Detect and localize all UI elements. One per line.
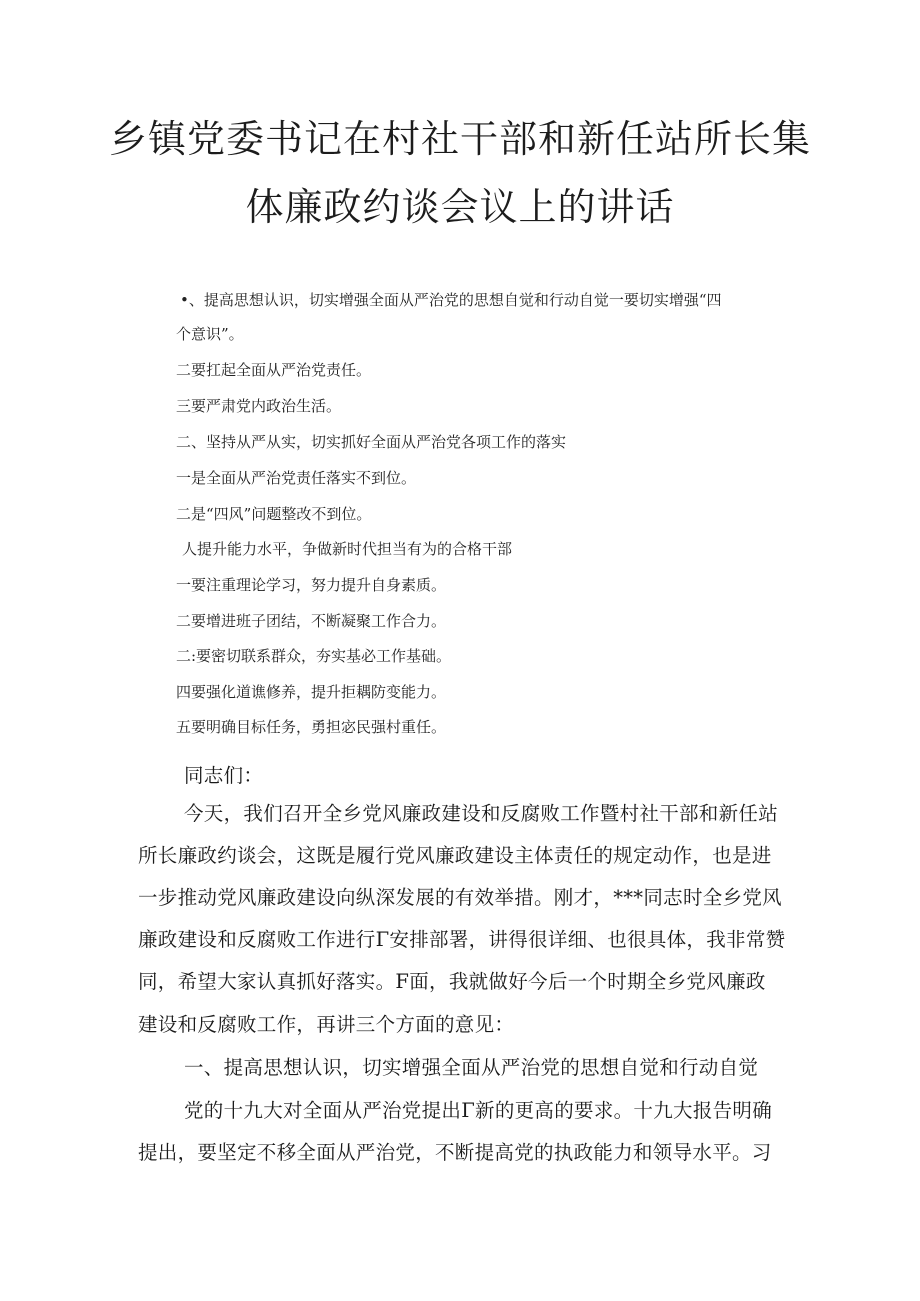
outline-item: 二要增进班子团结，不断凝聚工作合力。 (176, 612, 447, 630)
outline-item: 人提升能力水平，争做新时代担当有为的合格干部 (182, 540, 513, 558)
outline-item: 一是全面从严治党责任落实不到位。 (176, 469, 417, 487)
outline-item: 三要严肃党内政治生活。 (176, 397, 342, 415)
paragraph-line: 建设和反腐败工作，再讲三个方面的意见： (138, 1013, 515, 1036)
document-title-line-1: 乡镇党委书记在村社干部和新任站所长集 (108, 117, 811, 161)
outline-item: 二、坚持从严从实，切实抓好全面从严治党各项工作的落实 (176, 433, 567, 451)
paragraph-line: 提出，要坚定不移全面从严治党，不断提高党的执政能力和领导水平。习 (138, 1141, 772, 1164)
document-title-line-2: 体廉政约谈会议上的讲话 (245, 185, 675, 229)
paragraph-line: 一步推动党风廉政建设向纵深发展的有效举措。刚才，***同志时全乡党风 (138, 886, 782, 909)
outline-item: 五要明确目标任务，勇担宓民强村重任。 (176, 718, 447, 736)
paragraph-line: 党的十九大对全面从严治党提出Γ新的更高的要求。十九大报告明确 (184, 1099, 773, 1122)
outline-item: 二是“四风”问题整改不到位。 (176, 505, 372, 523)
outline-item: 一要注重理论学习，努力提升自身素质。 (176, 576, 447, 594)
paragraph-line: 今天，我们召开全乡党风廉政建设和反腐败工作暨村社干部和新任站 (184, 802, 779, 825)
paragraph-line: 同，希望大家认真抓好落实。F面，我就做好今后一个时期全乡党风廉政 (138, 970, 766, 993)
outline-item: 二:要密切联系群众，夯实基必工作基础。 (176, 647, 452, 665)
outline-item: 个意识”。 (176, 325, 244, 343)
outline-item: 二要扛起全面从严治党责任。 (176, 361, 372, 379)
salutation: 同志们： (184, 764, 264, 787)
outline-item: 四要强化道谯修养，提升拒耦防变能力。 (176, 683, 447, 701)
outline-item: •、提高思想认识，切实增强全面从严治党的思想自觉和行动自觉一要切实增强“四 (180, 291, 722, 309)
paragraph-line: 所长廉政约谈会，这既是履行党风廉政建设主体责任的规定动作，也是进 (138, 844, 772, 867)
paragraph-line: 廉政建设和反腐败工作进行Γ安排部署，讲得很详细、也很具体，我非常赞 (138, 928, 786, 951)
section-heading: 一、提高思想认识，切实增强全面从严治党的思想自觉和行动自觉 (184, 1056, 759, 1079)
